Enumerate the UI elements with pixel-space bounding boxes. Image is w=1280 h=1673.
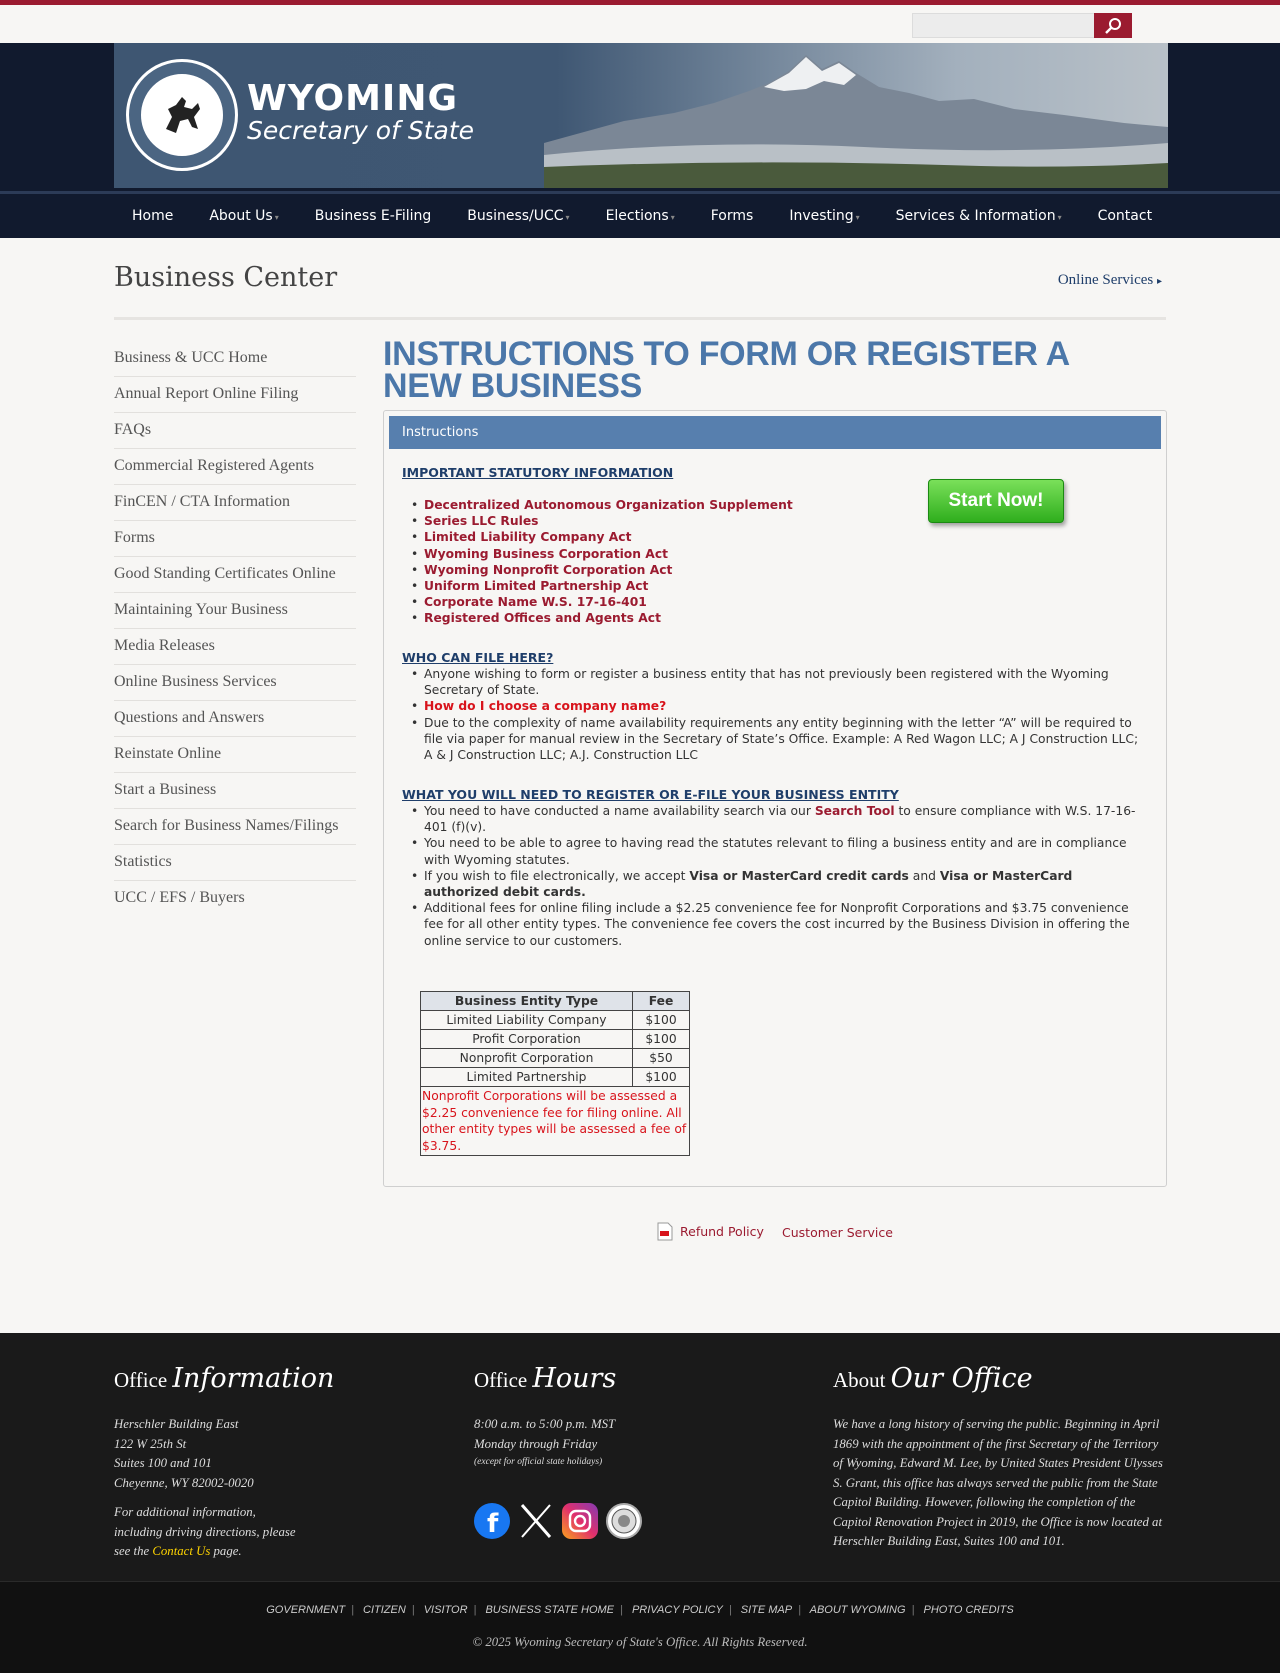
customer-service-link[interactable]: Customer Service	[782, 1225, 893, 1240]
main-nav	[0, 191, 1280, 238]
panel-header: Instructions	[389, 416, 1161, 449]
statute-link[interactable]: Decentralized Autonomous Organization Supplement	[424, 498, 793, 512]
footer-link[interactable]: PHOTO CREDITS	[923, 1604, 1014, 1616]
sidebar-item[interactable]: FinCEN / CTA Information	[114, 485, 356, 521]
banner-image[interactable]	[114, 43, 1168, 188]
sidebar-item[interactable]: Reinstate Online	[114, 737, 356, 773]
footer-about-heading: About Our Office	[833, 1363, 1033, 1394]
sidebar-item[interactable]: FAQs	[114, 413, 356, 449]
dropdown-caret-icon: ▾	[274, 213, 279, 222]
nav-home[interactable]: Home	[132, 208, 174, 224]
fee-note: Nonprofit Corporations will be assessed a $2.25 convenience fee for filing online. All other entity types will be assessed a fee of $3.75.	[421, 1087, 690, 1156]
instagram-icon[interactable]	[562, 1503, 598, 1539]
sidebar-item[interactable]: Start a Business	[114, 773, 356, 809]
sidebar-item[interactable]: Online Business Services	[114, 665, 356, 701]
table-cell: Nonprofit Corporation	[421, 1049, 633, 1068]
nav-business-efiling[interactable]: Business E-Filing	[314, 208, 432, 224]
list-item	[411, 610, 1141, 626]
nav-contact[interactable]: Contact	[1097, 208, 1153, 224]
about-office-text: We have a long history of serving the public. Beginning in April 1869 with the appointment of the first Secretary of the Territory of Wyoming, Edward M. Lee, by United States President Ulysses S. Grant, this office has always served the public from the State Capitol Building. However, following the completion of the Capitol Renovation Project in 2019, the Office is now located at Herschler Building East, Suites 100 and 101.	[833, 1417, 1163, 1548]
table-row	[421, 1068, 690, 1087]
section-heading-who-can-file: WHO CAN FILE HERE?	[402, 650, 554, 665]
top-accent-stripe	[0, 0, 1280, 5]
statute-link[interactable]: Corporate Name W.S. 17-16-401	[424, 595, 647, 610]
list-item	[411, 698, 1141, 714]
footer-link[interactable]: SITE MAP	[740, 1604, 793, 1616]
statute-link[interactable]: Series LLC Rules	[424, 514, 539, 529]
list-item: • If you wish to file electronically, we accept Visa or MasterCard credit cards and Visa or MasterCard authorized debit cards.	[411, 868, 1141, 900]
table-row	[421, 1049, 690, 1068]
sidebar-item[interactable]: UCC / EFS / Buyers	[114, 889, 245, 906]
sidebar-item[interactable]: Forms	[114, 521, 356, 557]
caret-right-icon: ▸	[1156, 276, 1162, 287]
table-cell: Limited Partnership	[421, 1068, 633, 1087]
section-heading-statutory: IMPORTANT STATUTORY INFORMATION	[402, 465, 674, 480]
list-item: • Anyone wishing to form or register a business entity that has not previously been registered with the Wyoming Secretary of State.	[411, 666, 1141, 698]
nav-elections[interactable]: Elections ▾	[605, 208, 675, 224]
mountain-graphic	[544, 43, 1168, 188]
x-twitter-icon[interactable]	[518, 1503, 554, 1539]
table-cell: $100	[633, 1068, 690, 1087]
list-item	[411, 546, 1141, 562]
table-cell: $100	[633, 1011, 690, 1030]
sidebar-item[interactable]: Questions and Answers	[114, 701, 356, 737]
bucking-horse-icon	[158, 89, 206, 141]
office-address: Herschler Building East 122 W 25th St Suites 100 and 101 Cheyenne, WY 82002-0020	[114, 1417, 254, 1490]
table-row	[421, 1030, 690, 1049]
pdf-icon	[656, 1222, 674, 1241]
statute-link[interactable]: Uniform Limited Partnership Act	[424, 579, 649, 594]
statute-link[interactable]: Wyoming Business Corporation Act	[424, 546, 668, 561]
sidebar-item[interactable]: Statistics	[114, 845, 356, 881]
section-heading-what-you-need: WHAT YOU WILL NEED TO REGISTER OR E-FILE YOUR BUSINESS ENTITY	[402, 787, 899, 802]
seal-center	[141, 74, 223, 156]
office-more-info: For additional information, including driving directions, please see the Contact Us page.	[114, 1505, 296, 1558]
footer-link[interactable]: CITIZEN	[363, 1604, 406, 1616]
list-item	[411, 578, 1141, 594]
sidebar-nav	[114, 341, 356, 917]
table-header-row	[421, 992, 690, 1011]
list-item: • Additional fees for online filing include a $2.25 convenience fee for Nonprofit Corporations and $3.75 convenience fee for all other entity types. The convenience fee covers the cost incurred by the Business Division in offering the online service to our customers.	[411, 900, 1141, 949]
list-item	[411, 594, 1141, 610]
table-row	[421, 1011, 690, 1030]
column-header: Business Entity Type	[421, 992, 633, 1011]
footer-link[interactable]: VISITOR	[423, 1604, 468, 1616]
nav-forms[interactable]: Forms	[710, 208, 754, 224]
search-button[interactable]	[1094, 13, 1132, 38]
table-cell: Limited Liability Company	[421, 1011, 633, 1030]
list-item	[411, 529, 1141, 545]
dropdown-caret-icon: ▾	[1057, 213, 1062, 222]
list-item: • You need to have conducted a name availability search via our Search Tool to ensure compliance with W.S. 17-16-401 (f)(v).	[411, 803, 1141, 835]
footer-link[interactable]: BUSINESS STATE HOME	[485, 1604, 615, 1616]
footer-office-hours-heading: Office Hours	[474, 1363, 617, 1394]
who-can-file-list	[411, 666, 1141, 763]
nav-investing[interactable]: Investing ▾	[789, 208, 860, 224]
sidebar-item[interactable]: Good Standing Certificates Online	[114, 557, 356, 593]
table-cell: $50	[633, 1049, 690, 1068]
brand-title: WYOMING	[247, 78, 458, 119]
search-icon	[1104, 17, 1122, 35]
footer-link[interactable]: GOVERNMENT	[266, 1604, 346, 1616]
online-services-link[interactable]: Online Services ▸	[1057, 272, 1162, 288]
facebook-icon[interactable]	[474, 1503, 510, 1539]
footer-bottom-bar	[0, 1581, 1280, 1673]
dropdown-caret-icon: ▾	[670, 213, 675, 222]
choose-name-link[interactable]: How do I choose a company name?	[424, 699, 667, 714]
statute-link[interactable]: Wyoming Nonprofit Corporation Act	[424, 562, 673, 577]
footer-links: GOVERNMENT | CITIZEN | VISITOR | BUSINESS STATE HOME | PRIVACY POLICY | SITE MAP | ABOUT WYOMING | PHOTO CREDITS	[266, 1604, 1014, 1616]
dropdown-caret-icon: ▾	[855, 213, 860, 222]
statute-link[interactable]: Limited Liability Company Act	[424, 530, 632, 545]
list-item: • Due to the complexity of name availability requirements any entity beginning with the letter “A” will be required to file via paper for manual review in the Secretary of State’s Office. Example: A Red Wagon LLC; A J Construction LLC; A & J Construction LLC; A.J. Construction LLC	[411, 715, 1141, 764]
copyright: © 2025 Wyoming Secretary of State's Office. All Rights Reserved.	[472, 1635, 808, 1649]
dropdown-caret-icon: ▾	[565, 213, 570, 222]
footer-link[interactable]: PRIVACY POLICY	[631, 1604, 723, 1616]
sidebar-item[interactable]: Business & UCC Home	[114, 341, 356, 377]
page-title: INSTRUCTIONS TO FORM OR REGISTER A NEW BUSINESS	[383, 335, 1069, 405]
site-banner	[0, 43, 1280, 191]
footer-link[interactable]: ABOUT WYOMING	[809, 1604, 906, 1616]
requirements-list	[411, 803, 1141, 949]
column-header: Fee	[633, 992, 690, 1011]
state-seal-icon[interactable]	[606, 1503, 642, 1539]
divider	[114, 317, 1166, 320]
statute-link[interactable]: Registered Offices and Agents Act	[424, 611, 661, 626]
contact-us-link[interactable]: Contact Us	[152, 1544, 211, 1558]
site-footer	[0, 1333, 1280, 1581]
table-cell: Profit Corporation	[421, 1030, 633, 1049]
svg-text:f: f	[487, 1509, 499, 1539]
brand-subtitle: Secretary of State	[247, 116, 475, 145]
table-cell: $100	[633, 1030, 690, 1049]
nav-services-information[interactable]: Services & Information ▾	[895, 208, 1062, 224]
start-now-button[interactable]: Start Now!	[928, 479, 1064, 523]
sidebar-item[interactable]: Maintaining Your Business	[114, 593, 356, 629]
list-item	[411, 562, 1141, 578]
table-note-row	[421, 1087, 690, 1156]
office-hours: 8:00 a.m. to 5:00 p.m. MST Monday through Friday (except for official state holidays)	[474, 1417, 616, 1467]
list-item: • You need to be able to agree to having read the statutes relevant to filing a business entity and are in compliance with Wyoming statutes.	[411, 835, 1141, 867]
state-seal-logo[interactable]	[126, 59, 238, 171]
sidebar-item[interactable]: Media Releases	[114, 629, 356, 665]
sidebar-item[interactable]: Annual Report Online Filing	[114, 377, 356, 413]
nav-about-us[interactable]: About Us ▾	[209, 208, 279, 224]
social-links	[474, 1503, 650, 1539]
refund-policy-link[interactable]: Refund Policy	[656, 1222, 764, 1241]
sidebar-item[interactable]: Commercial Registered Agents	[114, 449, 356, 485]
nav-business-ucc[interactable]: Business/UCC ▾	[467, 208, 570, 224]
footer-office-info-heading: Office Information	[114, 1363, 335, 1394]
fee-table	[420, 991, 690, 1156]
page-section-title: Business Center	[114, 262, 338, 293]
search-tool-link[interactable]: Search Tool	[814, 804, 895, 818]
sidebar-item[interactable]: Search for Business Names/Filings	[114, 809, 356, 845]
instructions-panel	[383, 410, 1167, 1187]
